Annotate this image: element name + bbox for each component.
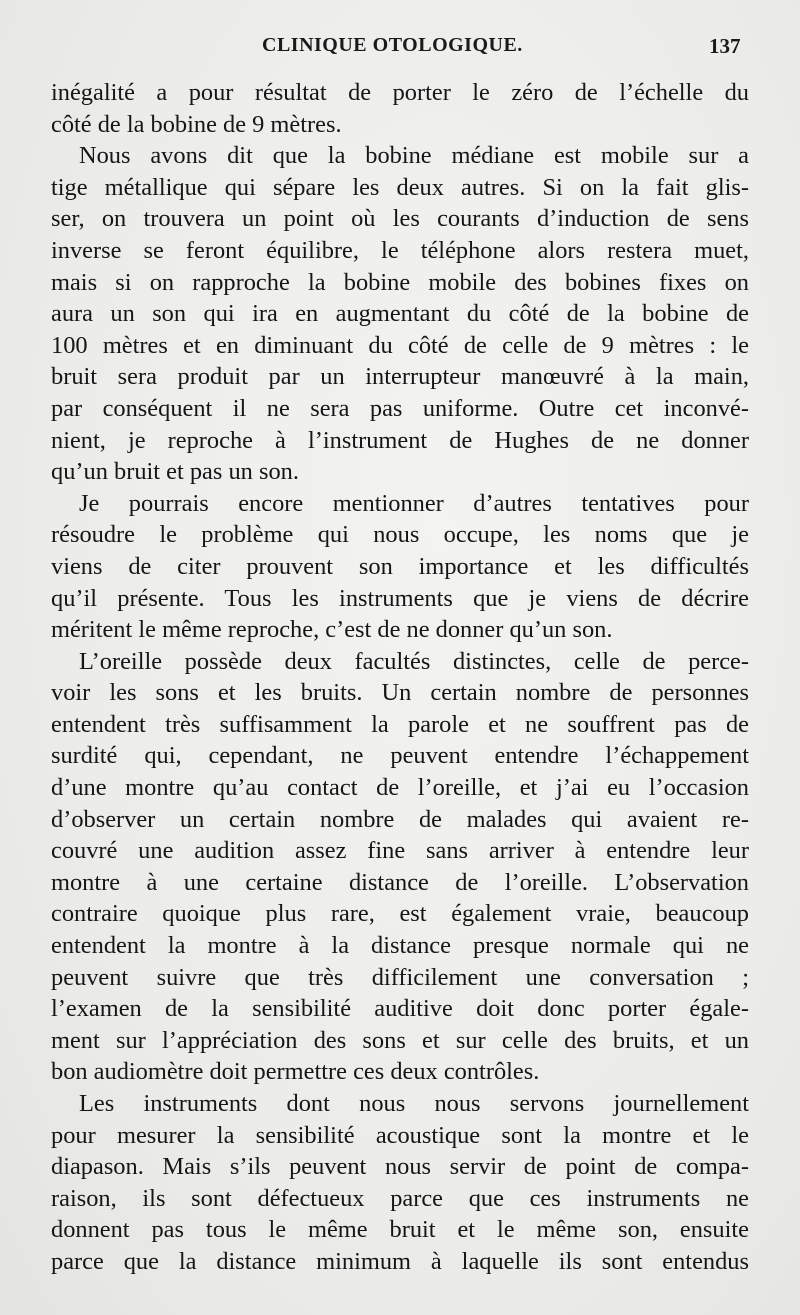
text-line: d’une montre qu’au contact de l’oreille, et j’ai eu l’occasion bbox=[51, 774, 749, 802]
text-line: tige métallique qui sépare les deux autres. Si on la fait glis- bbox=[51, 173, 749, 201]
body-text bbox=[51, 77, 749, 1278]
text-line: bruit sera produit par un interrupteur manœuvré à la main, bbox=[51, 363, 749, 391]
text-line: inégalité a pour résultat de porter le zéro de l’échelle du bbox=[51, 79, 749, 106]
page-header bbox=[0, 34, 800, 64]
text-line: entendent la montre à la distance presque normale qui ne bbox=[51, 932, 749, 960]
text-line: qu’il présente. Tous les instruments que je viens de décrire bbox=[51, 584, 749, 612]
text-line: bon audiomètre doit permettre ces deux contrôles. bbox=[51, 1058, 540, 1086]
text-line: résoudre le problème qui nous occupe, les noms que je bbox=[51, 521, 749, 549]
page-number: 137 bbox=[709, 34, 741, 58]
text-line: L’oreille possède deux facultés distinctes, celle de perce- bbox=[79, 647, 749, 675]
text-line: côté de la bobine de 9 mètres. bbox=[51, 110, 342, 138]
text-line: 100 mètres et en diminuant du côté de celle de 9 mètres : le bbox=[51, 331, 749, 359]
text-line: montre à une certaine distance de l’oreille. L’observation bbox=[51, 868, 749, 896]
text-line: entendent très suffisamment la parole et ne souffrent pas de bbox=[51, 710, 749, 738]
text-line: Les instruments dont nous nous servons journellement bbox=[79, 1090, 749, 1117]
text-line: donnent pas tous le même bruit et le même son, ensuite bbox=[51, 1216, 749, 1244]
text-line: peuvent suivre que très difficilement une conversation ; bbox=[51, 963, 749, 991]
text-line: inverse se feront équilibre, le téléphone alors restera muet, bbox=[51, 236, 749, 264]
text-line: diapason. Mais s’ils peuvent nous servir de point de compa- bbox=[51, 1153, 749, 1181]
text-line: ment sur l’appréciation des sons et sur celle des bruits, et un bbox=[51, 1026, 749, 1054]
text-line: viens de citer prouvent son importance et les difficultés bbox=[51, 552, 749, 580]
text-line: qu’un bruit et pas un son. bbox=[51, 458, 299, 486]
running-title: CLINIQUE OTOLOGIQUE. bbox=[262, 34, 523, 56]
text-line: raison, ils sont défectueux parce que ces instruments ne bbox=[51, 1184, 749, 1212]
text-line: mais si on rapproche la bobine mobile des bobines fixes on bbox=[51, 268, 749, 296]
text-line: couvré une audition assez fine sans arriver à entendre leur bbox=[51, 837, 749, 865]
text-line: l’examen de la sensibilité auditive doit donc porter égale- bbox=[51, 995, 749, 1023]
text-line: surdité qui, cependant, ne peuvent entendre l’échappement bbox=[51, 742, 749, 770]
text-line: par conséquent il ne sera pas uniforme. Outre cet inconvé- bbox=[51, 394, 749, 422]
text-line: méritent le même reproche, c’est de ne donner qu’un son. bbox=[51, 616, 613, 644]
text-line: contraire quoique plus rare, est également vraie, beaucoup bbox=[51, 900, 749, 928]
text-line: aura un son qui ira en augmentant du côté de la bobine de bbox=[51, 300, 749, 328]
text-line: ser, on trouvera un point où les courants d’induction de sens bbox=[51, 205, 749, 233]
text-line: parce que la distance minimum à laquelle ils sont entendus bbox=[51, 1247, 749, 1275]
text-line: Nous avons dit que la bobine médiane est mobile sur a bbox=[79, 142, 749, 170]
text-line: d’observer un certain nombre de malades qui avaient re- bbox=[51, 805, 749, 833]
text-line: nient, je reproche à l’instrument de Hughes de ne donner bbox=[51, 426, 749, 454]
text-line: Je pourrais encore mentionner d’autres tentatives pour bbox=[79, 489, 749, 517]
text-line: pour mesurer la sensibilité acoustique sont la montre et le bbox=[51, 1121, 749, 1149]
text-line: voir les sons et les bruits. Un certain nombre de personnes bbox=[51, 679, 749, 707]
